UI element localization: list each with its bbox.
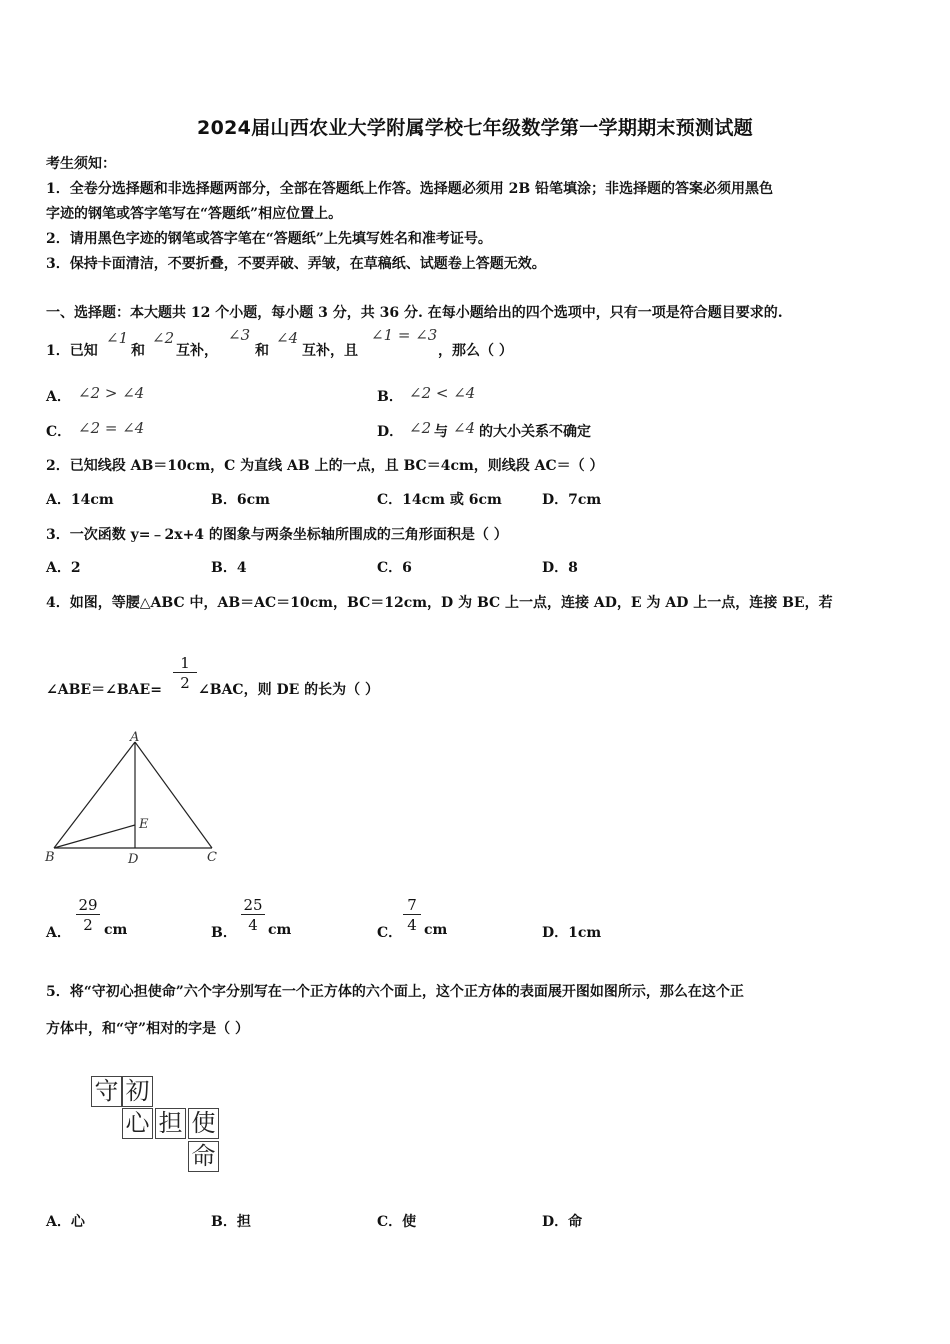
q1-stem-part6: ，那么（ ） — [438, 343, 513, 359]
q4-option-a-den: 2 — [83, 916, 93, 934]
q2-stem: 2．已知线段 AB＝10cm，C 为直线 AB 上的一点，且 BC＝4cm，则线段 AC＝（ ） — [46, 458, 604, 474]
q1-option-a: ∠2 > ∠4 — [78, 384, 145, 402]
net-cell-ming: 命 — [188, 1141, 219, 1172]
q1-math-angle4: ∠4 — [276, 329, 299, 347]
q5-stem-line2: 方体中，和“守”相对的字是（ ） — [46, 1021, 249, 1037]
notice-line-1b: 字迹的钢笔或答字笔写在“答题纸”相应位置上。 — [46, 206, 343, 222]
q4-fraction-den: 2 — [180, 674, 190, 692]
label-c: C — [207, 850, 217, 865]
q4-option-b-fraction — [241, 896, 265, 935]
segment-ac — [135, 742, 212, 848]
q1-stem-part2: 和 — [131, 343, 145, 359]
q2-option-c: C．14cm 或 6cm — [377, 492, 502, 508]
notice-line-2: 2．请用黑色字迹的钢笔或答字笔在“答题纸”上先填写姓名和准考证号。 — [46, 231, 492, 247]
q4-option-a-label: A． — [46, 925, 71, 941]
notice-line-3: 3．保持卡面清洁，不要折叠，不要弄破、弄皱，在草稿纸、试题卷上答题无效。 — [46, 256, 546, 272]
q1-option-c: ∠2 = ∠4 — [78, 419, 145, 437]
q3-option-b: B．4 — [211, 560, 247, 576]
page-title: 2024届山西农业大学附属学校七年级数学第一学期期末预测试题 — [197, 117, 753, 139]
q1-option-d-math2: ∠4 — [453, 419, 476, 437]
q4-option-c-fraction — [403, 896, 421, 935]
label-a: A — [130, 730, 140, 745]
q3-option-d: D．8 — [542, 560, 578, 576]
q4-option-c-num: 7 — [403, 896, 421, 915]
q4-option-b-den: 4 — [248, 916, 258, 934]
q2-option-d: D．7cm — [542, 492, 602, 508]
q3-option-c: C．6 — [377, 560, 412, 576]
q4-option-c-label: C． — [377, 925, 403, 941]
q1-stem-part5: 互补，且 — [302, 343, 358, 359]
net-cell-xin: 心 — [122, 1108, 153, 1139]
net-cell-shi: 使 — [188, 1108, 219, 1139]
q4-stem-line2b: ∠BAC，则 DE 的长为（ ） — [198, 682, 380, 698]
q5-option-a: A．心 — [46, 1214, 85, 1230]
q4-option-c-unit: cm — [424, 922, 448, 938]
label-b: B — [45, 850, 55, 865]
q4-option-b-label: B． — [211, 925, 237, 941]
notice-line-1a: 1．全卷分选择题和非选择题两部分，全部在答题纸上作答。选择题必须用 2B 铅笔填涂；非选择题的答案必须用黑色 — [46, 181, 774, 197]
label-e: E — [139, 817, 149, 832]
q1-stem-part4: 和 — [255, 343, 269, 359]
segment-ab — [54, 742, 135, 848]
net-cell-dan: 担 — [155, 1108, 186, 1139]
segment-be — [54, 825, 135, 848]
q5-option-b: B．担 — [211, 1214, 251, 1230]
q4-option-d: D．1cm — [542, 925, 602, 941]
net-cell-chu: 初 — [122, 1076, 153, 1107]
q1-math-angle2: ∠2 — [152, 329, 175, 347]
q5-option-c: C．使 — [377, 1214, 417, 1230]
q1-option-d-label: D． — [377, 424, 404, 440]
label-d: D — [128, 852, 139, 867]
q4-option-a-fraction — [76, 896, 100, 935]
q1-option-c-label: C． — [46, 424, 72, 440]
q4-option-a-num: 29 — [76, 896, 100, 915]
q4-fraction-num: 1 — [173, 654, 197, 673]
notice-heading: 考生须知： — [46, 156, 116, 172]
q1-option-a-label: A． — [46, 389, 71, 405]
q1-option-d-text2: 的大小关系不确定 — [479, 424, 591, 440]
q3-option-a: A．2 — [46, 560, 81, 576]
q1-option-d-text1: 与 — [434, 424, 448, 440]
q1-option-b-label: B． — [377, 389, 403, 405]
q4-option-b-unit: cm — [268, 922, 292, 938]
q4-option-a-unit: cm — [104, 922, 128, 938]
section-heading: 一、选择题：本大题共 12 个小题，每小题 3 分，共 36 分. 在每小题给出的四个选项中，只有一项是符合题目要求的. — [46, 305, 783, 321]
q1-math-angle-equation: ∠1 = ∠3 — [371, 326, 438, 344]
q1-option-b: ∠2 < ∠4 — [409, 384, 476, 402]
q4-stem-line1: 4．如图，等腰△ABC 中，AB＝AC＝10cm，BC＝12cm，D 为 BC 上一点，连接 AD，E 为 AD 上一点，连接 BE，若 — [46, 595, 833, 611]
q3-stem: 3．一次函数 y=﹣2x+4 的图象与两条坐标轴所围成的三角形面积是（ ） — [46, 527, 508, 543]
q5-stem-line1: 5．将“守初心担使命”六个字分别写在一个正方体的六个面上，这个正方体的表面展开图如图所示，那么在这个正 — [46, 984, 744, 1000]
q1-stem-part3: 互补， — [176, 343, 218, 359]
q4-fraction-half — [173, 654, 197, 693]
q2-option-b: B．6cm — [211, 492, 270, 508]
q1-option-d-math1: ∠2 — [409, 419, 432, 437]
q4-option-b-num: 25 — [241, 896, 265, 915]
q2-option-a: A．14cm — [46, 492, 114, 508]
net-cell-shou: 守 — [91, 1076, 122, 1107]
q1-math-angle3: ∠3 — [228, 326, 251, 344]
q1-stem-part1: 1．已知 — [46, 343, 98, 359]
q4-triangle-figure — [40, 728, 230, 870]
q4-option-c-den: 4 — [407, 916, 417, 934]
q4-stem-line2a: ∠ABE＝∠BAE= — [46, 682, 162, 698]
q5-option-d: D．命 — [542, 1214, 583, 1230]
q1-math-angle1: ∠1 — [106, 329, 129, 347]
